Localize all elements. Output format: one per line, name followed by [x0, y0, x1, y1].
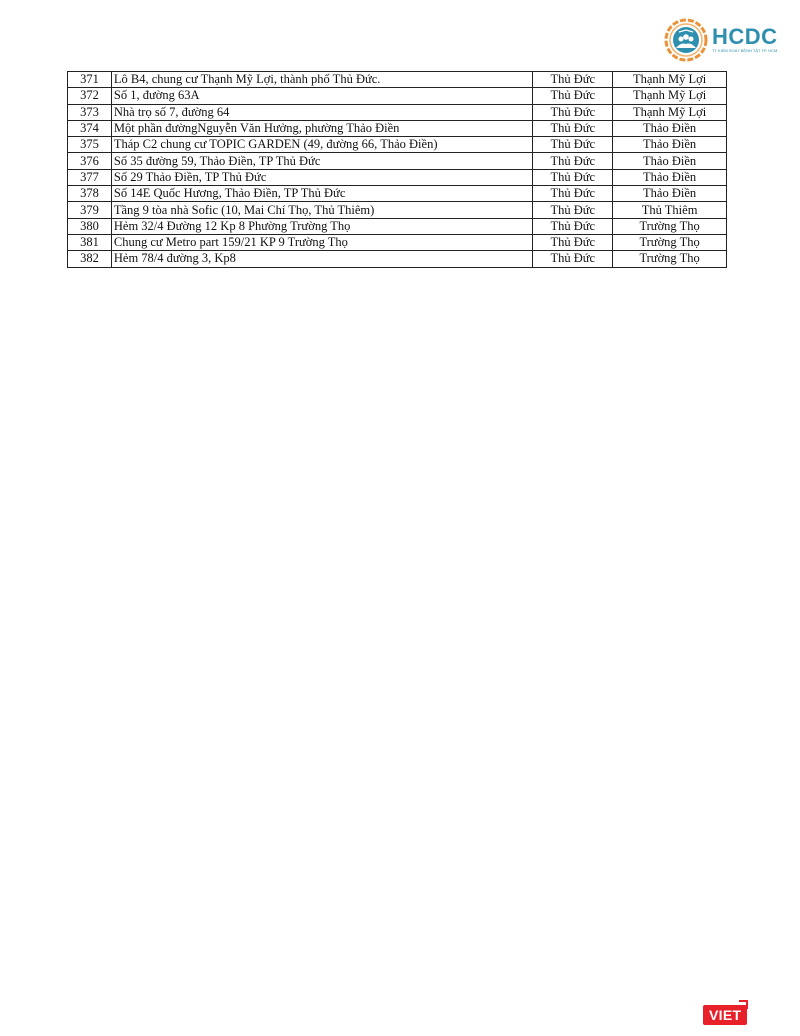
row-ward: Trường Thọ [613, 234, 727, 250]
row-address: Hẻm 32/4 Đường 12 Kp 8 Phường Trường Thọ [111, 218, 532, 234]
row-number: 382 [68, 251, 112, 267]
table-row [68, 153, 727, 169]
row-district: Thủ Đức [533, 251, 613, 267]
table-row [68, 72, 727, 88]
viet-watermark: VIET [703, 1005, 747, 1025]
row-address: Lô B4, chung cư Thạnh Mỹ Lợi, thành phố Thủ Đức. [111, 72, 532, 88]
row-number: 379 [68, 202, 112, 218]
row-address: Một phần đườngNguyễn Văn Hưởng, phường Thảo Điền [111, 120, 532, 136]
row-number: 372 [68, 88, 112, 104]
row-district: Thủ Đức [533, 218, 613, 234]
row-address: Hẻm 78/4 đường 3, Kp8 [111, 251, 532, 267]
row-ward: Thảo Điền [613, 169, 727, 185]
row-ward: Thạnh Mỹ Lợi [613, 72, 727, 88]
locations-table [67, 71, 727, 268]
row-district: Thủ Đức [533, 137, 613, 153]
row-district: Thủ Đức [533, 88, 613, 104]
row-district: Thủ Đức [533, 234, 613, 250]
row-number: 378 [68, 186, 112, 202]
table-row [68, 137, 727, 153]
row-ward: Trường Thọ [613, 218, 727, 234]
table-row [68, 202, 727, 218]
row-address: Số 14E Quốc Hương, Thảo Điền, TP Thủ Đức [111, 186, 532, 202]
row-ward: Thảo Điền [613, 153, 727, 169]
row-district: Thủ Đức [533, 169, 613, 185]
table-row [68, 234, 727, 250]
table-row [68, 218, 727, 234]
row-ward: Trường Thọ [613, 251, 727, 267]
row-number: 380 [68, 218, 112, 234]
hcdc-emblem-icon [664, 18, 708, 62]
row-address: Nhà trọ số 7, đường 64 [111, 104, 532, 120]
row-number: 375 [68, 137, 112, 153]
row-district: Thủ Đức [533, 104, 613, 120]
row-ward: Thạnh Mỹ Lợi [613, 88, 727, 104]
row-address: Số 35 đường 59, Thảo Điền, TP Thủ Đức [111, 153, 532, 169]
row-district: Thủ Đức [533, 153, 613, 169]
table-row [68, 120, 727, 136]
row-ward: Thảo Điền [613, 186, 727, 202]
row-number: 371 [68, 72, 112, 88]
hcdc-logo [664, 14, 788, 66]
row-district: Thủ Đức [533, 186, 613, 202]
logo-subtitle: TT KIỂM SOÁT BỆNH TẬT TP. HCM [712, 48, 778, 53]
row-address: Chung cư Metro part 159/21 KP 9 Trường Thọ [111, 234, 532, 250]
row-address: Tháp C2 chung cư TOPIC GARDEN (49, đường 66, Thảo Điền) [111, 137, 532, 153]
row-address: Số 29 Thảo Điền, TP Thủ Đức [111, 169, 532, 185]
row-district: Thủ Đức [533, 120, 613, 136]
row-ward: Thảo Điền [613, 120, 727, 136]
row-address: Số 1, đường 63A [111, 88, 532, 104]
row-number: 373 [68, 104, 112, 120]
table-row [68, 186, 727, 202]
row-ward: Thủ Thiêm [613, 202, 727, 218]
table-row [68, 169, 727, 185]
row-ward: Thạnh Mỹ Lợi [613, 104, 727, 120]
row-number: 374 [68, 120, 112, 136]
row-district: Thủ Đức [533, 202, 613, 218]
row-number: 376 [68, 153, 112, 169]
table-row [68, 88, 727, 104]
table-row [68, 104, 727, 120]
row-number: 381 [68, 234, 112, 250]
row-address: Tầng 9 tòa nhà Sofic (10, Mai Chí Thọ, Thủ Thiêm) [111, 202, 532, 218]
row-number: 377 [68, 169, 112, 185]
table-row [68, 251, 727, 267]
row-district: Thủ Đức [533, 72, 613, 88]
row-ward: Thảo Điền [613, 137, 727, 153]
logo-text: HCDC [712, 24, 778, 49]
